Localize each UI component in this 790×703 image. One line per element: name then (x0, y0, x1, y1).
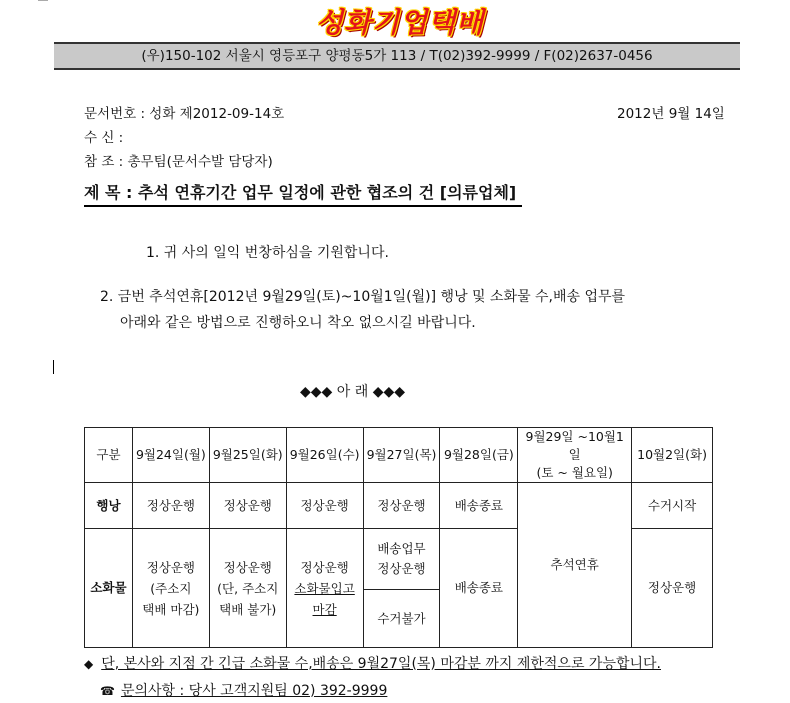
holiday-cell: 추석연휴 (518, 483, 632, 648)
company-logo (270, 6, 530, 40)
header-holiday-range: 9월29일 ~10월1일 (525, 429, 624, 462)
notice-heading: ◆◆◆ 아 래 ◆◆◆ (300, 384, 405, 400)
header-cell: 9월24일(월) (132, 428, 209, 483)
cell-line: 정상운행 (300, 559, 349, 575)
table-cell: 수거불가 (363, 590, 440, 648)
cell-line: 택배 불가) (219, 601, 277, 617)
cell-line: 정상운행 (377, 561, 426, 576)
header-cell: 9월27일(목) (363, 428, 440, 483)
address-bar: (우)150-102 서울시 영등포구 양평동5가 113 / T(02)392-9999 / F(02)2637-0456 (54, 42, 740, 70)
table-row-haengnang (85, 483, 713, 529)
row-label: 소화물 (85, 529, 133, 648)
table-header-row (85, 428, 713, 483)
table-cell (363, 529, 440, 590)
table-cell (286, 529, 363, 648)
table-cell: 정상운행 (632, 529, 713, 648)
logo-text: 성화기업택배 (315, 6, 485, 39)
page-corner-mark (38, 0, 48, 1)
paragraph-2-line-2: 아래와 같은 방법으로 진행하오니 착오 없으시길 바랍니다. (120, 315, 476, 331)
footer-note-row (84, 653, 661, 675)
row-label: 행낭 (85, 483, 133, 529)
footer-contact-row (100, 680, 387, 702)
table-cell: 수거시작 (632, 483, 713, 529)
phone-icon: ☎ (100, 684, 115, 698)
cell-line: 배송업무 (377, 541, 426, 556)
cell-line: (주소지 (150, 580, 192, 596)
table-cell: 배송종료 (440, 529, 518, 648)
recipient: 수 신 : (84, 130, 124, 146)
cell-line: 마감 (312, 601, 337, 617)
cell-line: 소화물입고 (294, 580, 355, 596)
table-cell (209, 529, 286, 648)
table-cell (132, 529, 209, 648)
table-cell: 정상운행 (363, 483, 440, 529)
paragraph-2-line-1: 2. 금번 추석연휴[2012년 9월29일(토)~10월1일(월)] 행낭 및 소화물 수,배송 업무를 (100, 289, 626, 305)
subject-title: 제 목 : 추석 연휴기간 업무 일정에 관한 협조의 건 [의류업체] (84, 181, 522, 207)
table-cell: 정상운행 (286, 483, 363, 529)
header-holiday-days: (토 ~ 월요일) (536, 465, 613, 480)
cell-line: 정상운행 (146, 559, 196, 575)
header-cell: 구분 (85, 428, 133, 483)
text-cursor (53, 360, 54, 374)
cell-line: 정상운행 (223, 559, 272, 575)
doc-number: 문서번호 : 성화 제2012-09-14호 (84, 106, 285, 122)
header-cell: 10월2일(화) (632, 428, 713, 483)
header-cell-holiday (518, 428, 632, 483)
diamond-bullet-icon: ◆ (84, 657, 94, 671)
header-cell: 9월28일(금) (440, 428, 518, 483)
header-cell: 9월26일(수) (286, 428, 363, 483)
paragraph-1: 1. 귀 사의 일익 번창하심을 기원합니다. (146, 245, 389, 261)
cell-line: 택배 마감) (142, 601, 200, 617)
cell-line: (단, 주소지 (217, 580, 279, 596)
doc-date: 2012년 9월 14일 (617, 106, 725, 122)
header-cell: 9월25일(화) (209, 428, 286, 483)
table-cell: 정상운행 (209, 483, 286, 529)
footer-note: 단, 본사와 지점 간 긴급 소화물 수,배송은 9월27일(목) 마감분 까지 제한적으로 가능합니다. (101, 656, 661, 672)
table-cell: 배송종료 (440, 483, 518, 529)
reference: 참 조 : 총무팀(문서수발 담당자) (84, 154, 273, 170)
footer-contact: 문의사항 : 당사 고객지원팀 02) 392-9999 (120, 683, 388, 699)
table-cell: 정상운행 (132, 483, 209, 529)
schedule-table (84, 427, 713, 648)
